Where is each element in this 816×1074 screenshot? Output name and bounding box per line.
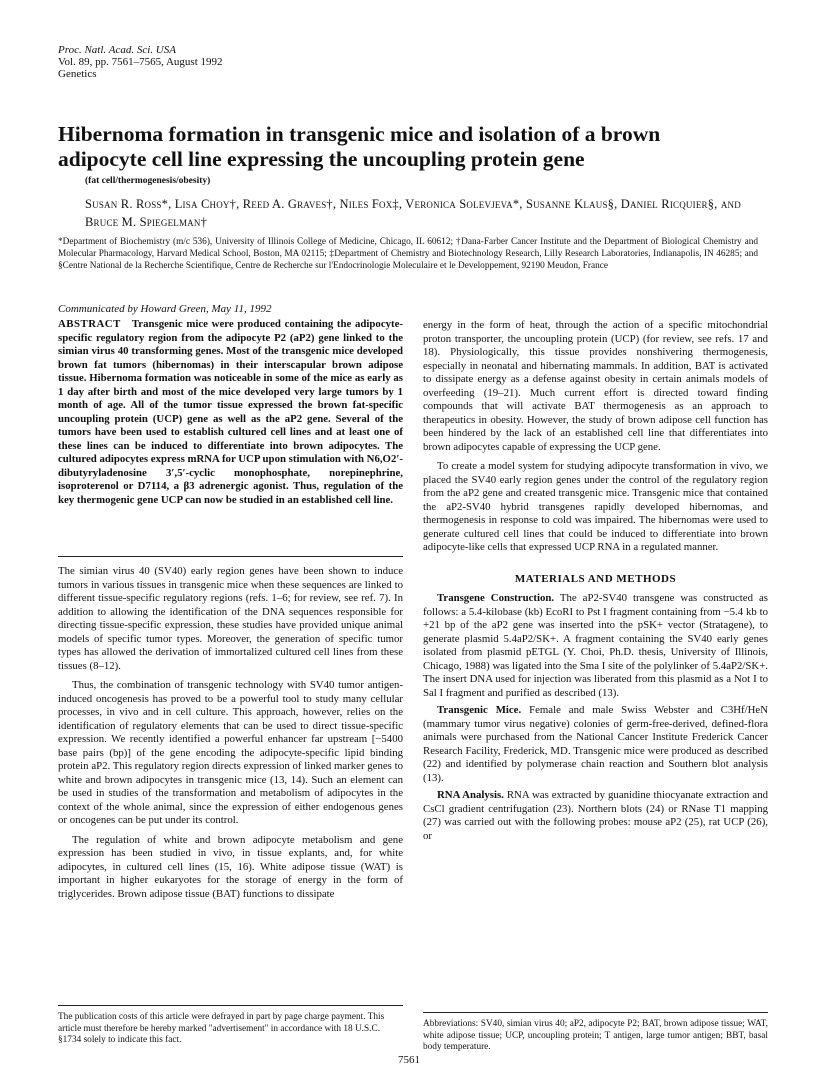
intro-paragraph: To create a model system for studying adipocyte transformation in vivo, we placed the SV40 early region genes under the control of the regulatory region from the aP2 gene and created transgenic mice. Transgenic mice that contained the aP2-SV40 hybrid transgenes rapidly developed hibernomas, and thermogenesis in response to cold was impaired. The hibernomas were used to generate cultured cell lines that could be induced to differentiate into brown adipocyte-like cells that expressed UCP RNA in a regulated manner. <box>423 460 768 553</box>
keywords: (fat cell/thermogenesis/obesity) <box>85 176 211 186</box>
abbreviations-footnote: Abbreviations: SV40, simian virus 40; aP2, adipocyte P2; BAT, brown adipose tissue; WAT, white adipose tissue; UCP, uncoupling protein; T antigen, large tumor antigen; BBT, basal body temperature. <box>423 1012 768 1054</box>
run-in-heading: Transgene Construction. <box>437 592 555 604</box>
run-in-heading: RNA Analysis. <box>437 789 504 801</box>
author-list: Susan R. Ross*, Lisa Choy†, Reed A. Graves†, Niles Fox‡, Veronica Solevjeva*, Susanne Klaus§, Daniel Ricquier§, and Bruce M. Spiegelman† <box>85 197 741 229</box>
intro-paragraph: Thus, the combination of transgenic technology with SV40 tumor antigen-induced oncogenesis has proved to be a powerful tool to study many cellular processes, in vivo and in cell culture. This approach, however, relies on the identification of regulatory elements that can be used to direct tissue-specific expression. We recently identified a powerful enhancer far upstream [−5400 base pairs (bp)] of the gene encoding the adipocyte-specific lipid binding protein aP2. This regulatory region directs expression of linked marker genes to white and brown adipocytes in transgenic mice (13, 14). Such an element can be used in studies of the transformation and metabolism of adipocytes in the context of the whole animal, since the expression of either endogenous genes or oncogenes can be put under its control. <box>58 679 403 826</box>
intro-paragraph: The regulation of white and brown adipocyte metabolism and gene expression has been studied in vivo, in tissue explants, and, for white adipocytes, in cultured cell lines (15, 16). White adipose tissue (WAT) is important in higher eukaryotes for the storage of energy in the form of triglycerides. Brown adipose tissue (BAT) functions to dissipate <box>58 833 403 900</box>
right-column <box>423 319 768 843</box>
abstract-body: Transgenic mice were produced containing the adipocyte-specific regulatory region from the adipocyte P2 (aP2) gene linked to the simian virus 40 transforming genes. Most of the transgenic mice developed brown fat tumors (hibernomas) in their interscapular brown adipose tissue. Hibernoma formation was noticeable in some of the mice as early as 1 day after birth and most of the mice developed very large tumors by 1 month of age. All of the tumor tissue expressed the brown fat-specific uncoupling protein (UCP) gene as well as the aP2 gene. Several of the tumors have been used to establish cultured cell lines and at least one of these lines can be induced to differentiate into brown adipocytes. The cultured adipocytes express mRNA for UCP upon stimulation with N6,O2′-dibutyryladenosine 3′,5′-cyclic monophosphate, norepinephrine, isoproterenol or D7114, a β3 adrenergic agonist. Thus, regulation of the key thermogenic gene UCP can now be studied in an established cell line. <box>58 318 403 506</box>
methods-paragraph <box>423 592 768 700</box>
run-in-heading: Transgenic Mice. <box>437 704 522 716</box>
affiliations: *Department of Biochemistry (m/c 536), University of Illinois College of Medicine, Chicago, IL 60612; †Dana-Farber Cancer Institute and the Department of Biological Chemistry and Molecular Pharmacology, Harvard Medical School, Boston, MA 02115; ‡Department of Chemistry and Biotechnology Research, Lilly Research Laboratories, Indianapolis, IN 46285; and §Centre National de la Recherche Scientifique, Centre de Recherche sur l'Endocrinologie Moleculaire et le Developpement, 92190 Meudon, France <box>58 237 758 271</box>
paragraph-text: RNA was extracted by guanidine thiocyanate extraction and CsCl gradient centrifugation (23). Northern blots (24) or RNase T1 mapping (27) was carried out with the following probes: mouse aP2 (25), rat UCP (26), or <box>423 789 768 842</box>
journal-volume: Vol. 89, pp. 7561–7565, August 1992 <box>58 56 223 68</box>
journal-section: Genetics <box>58 68 97 80</box>
paragraph-text: Female and male Swiss Webster and C3Hf/HeN (mammary tumor virus negative) colonies of germ-free-derived, defined-flora animals were purchased from the National Cancer Institute Frederick Cancer Research Facility, Frederick, MD. Transgenic mice were produced as described (22) and identified by polymerase chain reaction and Southern blot analysis (13). <box>423 704 768 784</box>
intro-paragraph: The simian virus 40 (SV40) early region genes have been shown to induce tumors in various tissues in transgenic mice when these sequences are linked to different tissue-specific regulatory regions (refs. 1–6; for review, see ref. 7). In addition to allowing the identification of the DNA sequences responsible for directing tissue-specific expression, these studies have provided unique animal models of specific tumor types. Moreover, the generation of specific tumor types has allowed the derivation of immortalized cultured cell lines from these tissues (8–12). <box>58 565 403 672</box>
paragraph-text: The aP2-SV40 transgene was constructed as follows: a 5.4-kilobase (kb) EcoRI to Pst I fragment containing from −5.4 kb to +21 bp of the aP2 gene was inserted into the pSK+ vector (Stratagene), to generate plasmid 5.4aP2/SK+. A fragment containing the SV40 early genes isolated from plasmid pETGL (Y. Choi, Ph.D. thesis, University of Illinois, Chicago, 1988) was ligated into the Sma I site of the polylinker of 5.4aP2/SK+. The insert DNA used for injection was liberated from this plasmid as a Not I to Sal I fragment and purified as described (13). <box>423 592 768 699</box>
introduction-left-column <box>58 565 403 901</box>
abstract <box>58 318 403 507</box>
intro-paragraph: energy in the form of heat, through the action of a specific mitochondrial proton transporter, the uncoupling protein (UCP) (for review, see refs. 17 and 18). Physiologically, this tissue provides nonshivering thermogenesis, especially in neonatal and hibernating mammals. In addition, BAT is activated to dissipate energy as a defense against obesity in certain animals models of overfeeding (19–21). Much current effort is directed toward finding compounds that will activate BAT thermogenesis as an approach to therapeutics in obesity. However, the study of brown adipose cell function has been hindered by the lack of an established cell line that differentiates into brown adipocytes capable of expressing the UCP gene. <box>423 319 768 453</box>
communicated-by: Communicated by Howard Green, May 11, 1992 <box>58 303 272 315</box>
page-number: 7561 <box>398 1054 420 1066</box>
abstract-label: ABSTRACT <box>58 318 121 330</box>
methods-heading: MATERIALS AND METHODS <box>514 572 677 585</box>
methods-paragraph <box>423 789 768 843</box>
journal-name: Proc. Natl. Acad. Sci. USA <box>58 44 176 56</box>
methods-paragraph <box>423 704 768 785</box>
article-title: Hibernoma formation in transgenic mice and isolation of a brown adipocyte cell line expressing the uncoupling protein gene <box>58 122 661 171</box>
journal-header <box>58 44 223 80</box>
abstract-divider <box>58 556 403 557</box>
publication-cost-footnote: The publication costs of this article were defrayed in part by page charge payment. This article must therefore be hereby marked "advertisement" in accordance with 18 U.S.C. §1734 solely to indicate this fact. <box>58 1005 403 1047</box>
